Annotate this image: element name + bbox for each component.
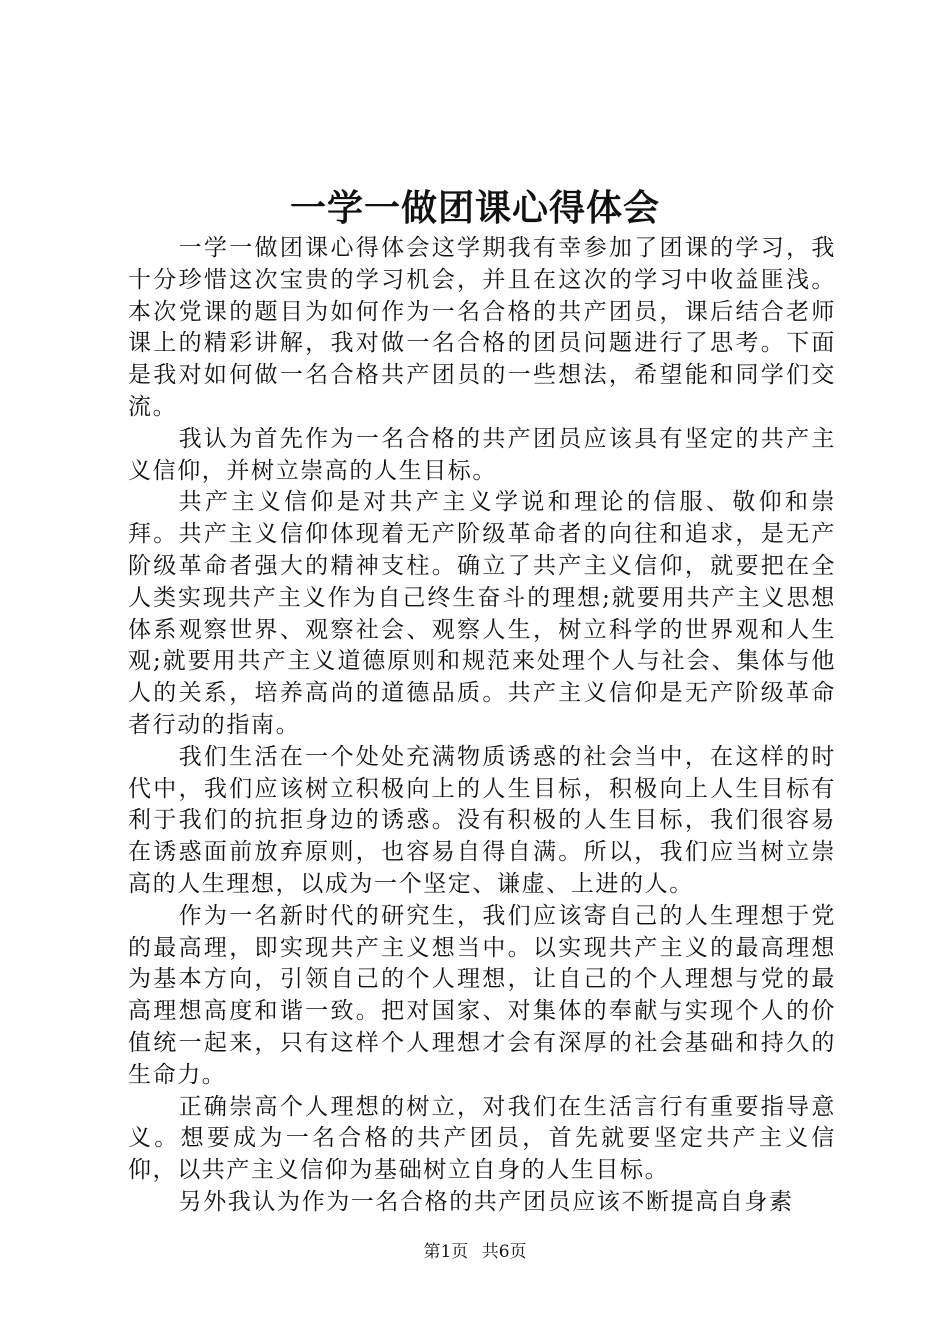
- paragraph: 另外我认为作为一名合格的共产团员应该不断提高自身素: [178, 1188, 794, 1215]
- paragraph: 共产主义信仰是对共产主义学说和理论的信服、敬仰和崇拜。共产主义信仰体现着无产阶级革命者的向往和追求，是无产阶级革命者强大的精神支柱。确立了共产主义信仰，就要把在全人类实现共产主义作为自己终生奋斗的理想;就要用共产主义思想体系观察世界、观察社会、观察人生，树立科学的世界观和人生观;就要用共产主义道德原则和规范来处理个人与社会、集体与他人的关系，培养高尚的道德品质。共产主义信仰是无产阶级革命者行动的指南。: [128, 489, 836, 738]
- paragraph: 正确崇高个人理想的树立，对我们在生活言行有重要指导意义。想要成为一名合格的共产团员，首先就要坚定共产主义信仰，以共产主义信仰为基础树立自身的人生目标。: [128, 1093, 836, 1184]
- page-footer: [0, 1240, 950, 1264]
- paragraph: 一学一做团课心得体会这学期我有幸参加了团课的学习，我十分珍惜这次宝贵的学习机会，并且在这次的学习中收益匪浅。本次党课的题目为如何作为一名合格的共产团员，课后结合老师课上的精彩讲解，我对做一名合格的团员问题进行了思考。下面是我对如何做一名合格共产团员的一些想法，希望能和同学们交流。: [128, 235, 836, 420]
- page-number-current: 第1页: [423, 1242, 469, 1262]
- paragraph: 作为一名新时代的研究生，我们应该寄自己的人生理想于党的最高理，即实现共产主义想当中。以实现共产主义的最高理想为基本方向，引领自己的个人理想，让自己的个人理想与党的最高理想高度和谐一致。把对国家、对集体的奉献与实现个人的价值统一起来，只有这样个人理想才会有深厚的社会基础和持久的生命力。: [128, 902, 836, 1088]
- document-body: [128, 233, 836, 1219]
- paragraph: 我认为首先作为一名合格的共产团员应该具有坚定的共产主义信仰，并树立崇高的人生目标。: [128, 425, 836, 484]
- paragraph: 我们生活在一个处处充满物质诱惑的社会当中，在这样的时代中，我们应该树立积极向上的人生目标，积极向上人生目标有利于我们的抗拒身边的诱惑。没有积极的人生目标，我们很容易在诱惑面前放弃原则，也容易自得自满。所以，我们应当树立崇高的人生理想，以成为一个坚定、谦虚、上进的人。: [128, 743, 836, 897]
- page-number-total: 共6页: [481, 1242, 527, 1262]
- document-title: 一学一做团课心得体会: [289, 187, 660, 229]
